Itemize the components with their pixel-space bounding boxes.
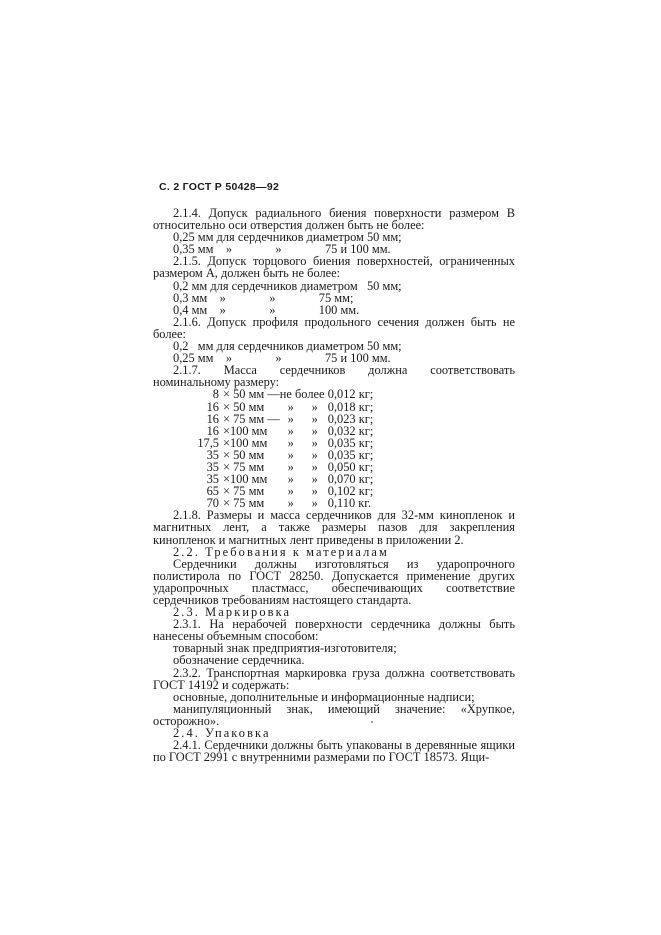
cell-q2: » <box>311 459 318 474</box>
list-item: 0,3 мм » » 75 мм; <box>173 290 354 305</box>
cell-dim: × 75 мм <box>223 484 265 499</box>
cell-q2: » <box>311 496 318 511</box>
list-item: 0,2 мм для сердечников диаметром 50 мм; <box>173 278 402 293</box>
table-row <box>171 425 378 437</box>
cell-size: 8 <box>212 387 219 402</box>
clause-2-3-1: 2.3.1. На нерабочей поверхности сердечника должны быть нанесены объемным способом: <box>153 617 515 644</box>
cell-qualifier: не более <box>279 387 325 402</box>
cell-size: 16 <box>206 399 219 414</box>
cell-size: 70 <box>206 496 219 511</box>
cell-q1: » <box>287 411 294 426</box>
clause-2-3-2: 2.3.2. Транспортная маркировка груза должна соответствовать ГОСТ 14192 и содержать: <box>153 665 515 692</box>
table-row <box>171 401 378 413</box>
cell-dim: × 75 мм <box>223 496 265 511</box>
cell-q1: » <box>287 496 294 511</box>
cell-val: 0,035 кг; <box>327 435 374 450</box>
cell-val: 0,050 кг; <box>327 459 374 474</box>
cell-size: 17,5 <box>197 435 219 450</box>
materials-paragraph: Сердечники должны изготовляться из ударопрочного полистирола по ГОСТ 28250. Допускается применение других ударопрочных пластмасс, обеспечивающих соответствие сердечников требованиям настоящего стандарта. <box>153 556 515 607</box>
section-heading-2-2: 2.2. Требования к материалам <box>173 544 389 559</box>
clause-2-1-4: 2.1.4. Допуск радиального биения поверхности размером В относительно оси отверстия должен быть не более: <box>153 206 515 233</box>
table-row <box>171 413 378 425</box>
cell-val: 0,032 кг; <box>327 423 374 438</box>
cell-dim: × 50 мм <box>223 447 265 462</box>
cell-q1: » <box>287 447 294 462</box>
document-body <box>153 207 515 763</box>
list-item: товарный знак предприятия-изготовителя; <box>173 641 397 656</box>
clause-2-4-1: 2.4.1. Сердечники должны быть упакованы в деревянные ящики по ГОСТ 2991 с внутренними размерами по ГОСТ 18573. Ящи- <box>153 738 515 765</box>
clause-2-1-5: 2.1.5. Допуск торцового биения поверхностей, ограниченных размером А, должен быть не более: <box>153 254 515 281</box>
cell-q2: » <box>311 423 318 438</box>
section-heading-2-4: 2.4. Упаковка <box>173 726 271 741</box>
cell-q2: » <box>311 484 318 499</box>
cell-dim: × 50 мм — <box>223 387 280 402</box>
cell-size: 35 <box>206 472 219 487</box>
cell-val: 0,035 кг; <box>327 447 374 462</box>
list-item: 0,25 мм » » 75 и 100 мм. <box>173 351 391 366</box>
cell-q1: » <box>287 435 294 450</box>
cell-val: 0,023 кг; <box>327 411 374 426</box>
table-row <box>171 388 378 400</box>
cell-q2: » <box>311 411 318 426</box>
list-item: 0,25 мм для сердечников диаметром 50 мм; <box>173 230 402 245</box>
cell-q1: » <box>287 484 294 499</box>
list-item: 0,35 мм » » 75 и 100 мм. <box>173 242 391 257</box>
cell-val: 0,110 кг. <box>327 496 372 511</box>
scan-speck <box>371 721 373 723</box>
cell-val: 0,070 кг; <box>327 472 374 487</box>
list-item: обозначение сердечника. <box>173 653 305 668</box>
cell-val: 0,102 кг; <box>327 484 374 499</box>
cell-q2: » <box>311 447 318 462</box>
clause-2-1-6: 2.1.6. Допуск профиля продольного сечения должен быть не более: <box>153 314 515 341</box>
cell-dim: × 50 мм <box>223 399 265 414</box>
cell-q2: » <box>311 472 318 487</box>
cell-q1: » <box>287 423 294 438</box>
cell-size: 35 <box>206 459 219 474</box>
cell-val: 0,018 кг; <box>327 399 374 414</box>
cell-dim: ×100 мм <box>223 435 268 450</box>
list-item: основные, дополнительные и информационные надписи; <box>173 689 475 704</box>
cell-size: 35 <box>206 447 219 462</box>
cell-q2: » <box>311 435 318 450</box>
section-heading-2-3: 2.3. Маркировка <box>173 605 292 620</box>
cell-q1: » <box>287 459 294 474</box>
mass-table <box>171 388 378 509</box>
cell-q2: » <box>311 399 318 414</box>
cell-size: 65 <box>206 484 219 499</box>
cell-dim: ×100 мм <box>223 423 268 438</box>
cell-size: 16 <box>206 411 219 426</box>
list-item: 0,4 мм » » 100 мм. <box>173 302 360 317</box>
page-header: С. 2 ГОСТ Р 50428—92 <box>159 181 280 193</box>
clause-2-1-8: 2.1.8. Размеры и масса сердечников для 32-мм кинопленок и магнитных лент, а также размеры пазов для закрепления кинопленок и магнитных лент приведены в приложении 2. <box>153 508 515 547</box>
cell-q1: » <box>287 399 294 414</box>
cell-dim: × 75 мм — <box>223 411 280 426</box>
cell-q1: » <box>287 472 294 487</box>
cell-size: 16 <box>206 423 219 438</box>
cell-dim: ×100 мм <box>223 472 268 487</box>
clause-2-1-7: 2.1.7. Масса сердечников должна соответствовать номинальному размеру: <box>153 363 515 390</box>
list-item: 0,2 мм для сердечников диаметром 50 мм; <box>173 339 402 354</box>
cell-mass: 0,012 кг; <box>327 387 374 402</box>
list-item: манипуляционный знак, имеющий значение: «Хрупкое, осторожно». <box>153 701 515 728</box>
cell-dim: × 75 мм <box>223 459 265 474</box>
